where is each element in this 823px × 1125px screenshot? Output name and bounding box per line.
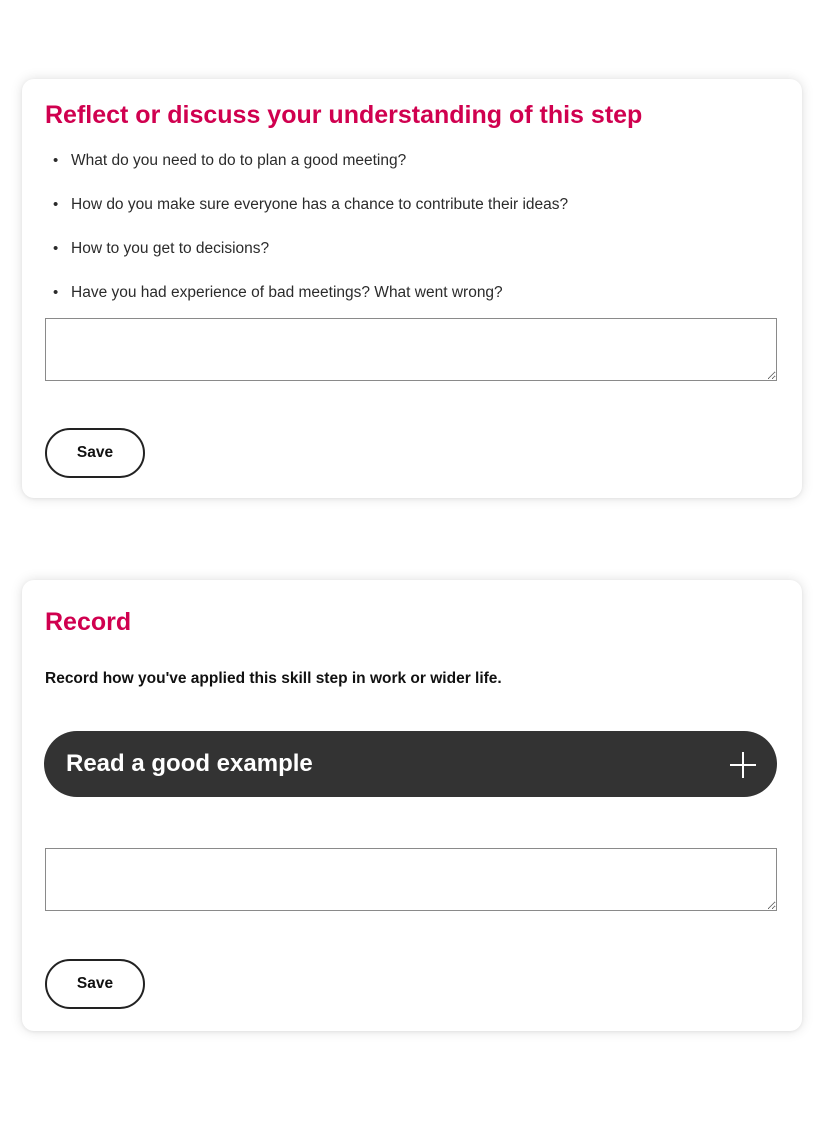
reflect-prompt-item [45, 151, 568, 195]
bullet-icon: • [53, 152, 59, 169]
record-card [22, 580, 802, 1031]
read-good-example-toggle[interactable] [44, 731, 777, 797]
reflect-prompt-text: How do you make sure everyone has a chance to contribute their ideas? [71, 196, 569, 213]
reflect-prompt-text: What do you need to do to plan a good meeting? [71, 152, 407, 169]
record-answer-textarea[interactable] [45, 848, 777, 911]
reflect-prompt-item [45, 239, 568, 283]
bullet-icon: • [53, 240, 59, 257]
reflect-prompt-text: Have you had experience of bad meetings? What went wrong? [71, 284, 503, 301]
reflect-save-button[interactable]: Save [45, 428, 145, 478]
reflect-title: Reflect or discuss your understanding of this step [45, 101, 643, 129]
reflect-prompt-text: How to you get to decisions? [71, 240, 270, 257]
plus-icon [730, 752, 756, 778]
record-intro-text: Record how you've applied this skill step in work or wider life. [45, 670, 502, 687]
reflect-prompt-list [45, 151, 568, 327]
bullet-icon: • [53, 196, 59, 213]
reflect-prompt-item [45, 195, 568, 239]
record-title: Record [45, 608, 132, 636]
reflect-answer-textarea[interactable] [45, 318, 777, 381]
reflect-card [22, 79, 802, 498]
read-good-example-label: Read a good example [66, 750, 313, 777]
bullet-icon: • [53, 284, 59, 301]
record-save-button[interactable]: Save [45, 959, 145, 1009]
